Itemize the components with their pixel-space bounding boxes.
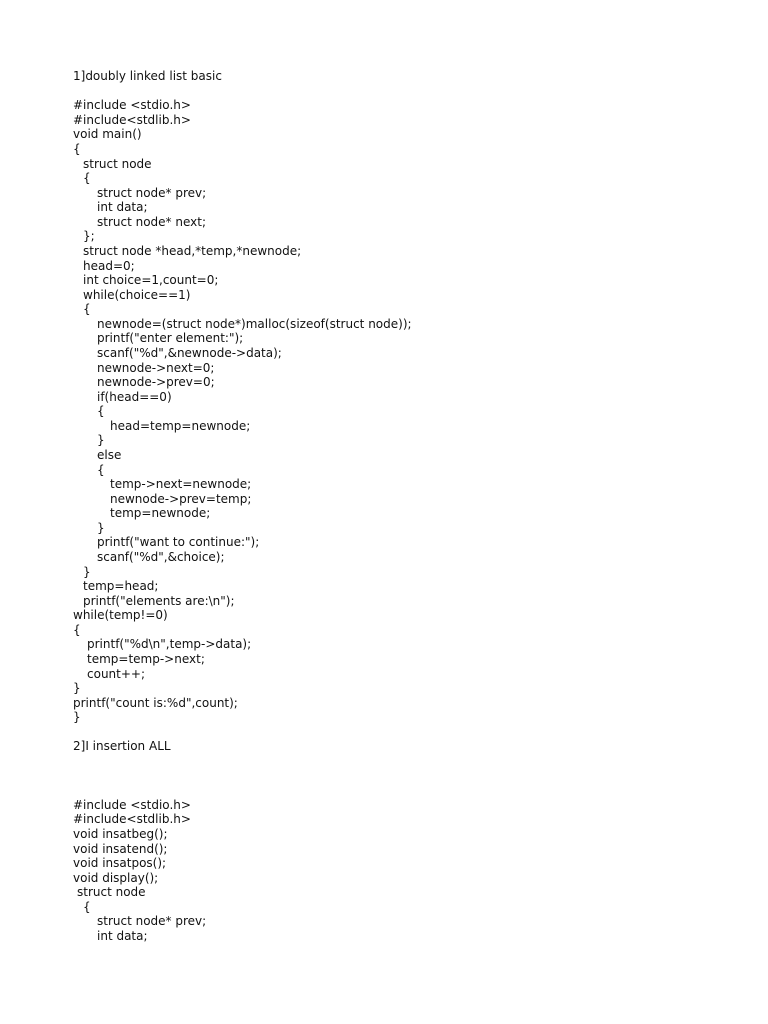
code-line: #include<stdlib.h> [73, 113, 191, 127]
code-line: { [97, 404, 105, 418]
code-line: printf("want to continue:"); [97, 535, 260, 549]
code-line: void main() [73, 127, 142, 141]
code-line: void insatpos(); [73, 856, 167, 870]
code-line: while(choice==1) [83, 288, 191, 302]
code-line: { [83, 171, 91, 185]
code-line: newnode->prev=0; [97, 375, 215, 389]
code-line: { [73, 623, 81, 637]
code-line: newnode->prev=temp; [110, 492, 252, 506]
section1-heading: 1]doubly linked list basic [73, 69, 222, 83]
code-line: temp->next=newnode; [110, 477, 252, 491]
code-line: } [97, 433, 105, 447]
code-line: newnode=(struct node*)malloc(sizeof(struct node)); [97, 317, 412, 331]
code-line: } [73, 681, 81, 695]
code-line: temp=head; [83, 579, 159, 593]
code-line: scanf("%d",&choice); [97, 550, 225, 564]
code-line: temp=temp->next; [87, 652, 205, 666]
code-line: #include<stdlib.h> [73, 812, 191, 826]
code-line: struct node [83, 157, 152, 171]
code-line: struct node* prev; [97, 914, 207, 928]
code-line: count++; [87, 667, 146, 681]
code-line: else [97, 448, 122, 462]
code-line: int data; [97, 929, 148, 943]
code-line: } [83, 565, 91, 579]
code-line: #include <stdio.h> [73, 98, 191, 112]
code-line: struct node [77, 885, 146, 899]
code-line: printf("%d\n",temp->data); [87, 637, 252, 651]
code-line: newnode->next=0; [97, 361, 215, 375]
code-line: void insatend(); [73, 842, 168, 856]
code-line: int choice=1,count=0; [83, 273, 219, 287]
code-line: printf("count is:%d",count); [73, 696, 238, 710]
code-line: printf("enter element:"); [97, 331, 244, 345]
code-line: while(temp!=0) [73, 608, 168, 622]
code-line: printf("elements are:\n"); [83, 594, 235, 608]
code-line: struct node* prev; [97, 186, 207, 200]
code-line: } [97, 521, 105, 535]
code-line: void insatbeg(); [73, 827, 168, 841]
code-line: scanf("%d",&newnode->data); [97, 346, 282, 360]
code-line: } [73, 710, 81, 724]
code-line: }; [83, 229, 95, 243]
code-line: { [83, 302, 91, 316]
section2-heading: 2]I insertion ALL [73, 739, 171, 753]
code-line: void display(); [73, 871, 159, 885]
code-line: head=0; [83, 259, 135, 273]
code-line: struct node* next; [97, 215, 207, 229]
code-line: struct node *head,*temp,*newnode; [83, 244, 302, 258]
code-line: int data; [97, 200, 148, 214]
code-line: { [73, 142, 81, 156]
code-line: head=temp=newnode; [110, 419, 251, 433]
code-line: if(head==0) [97, 390, 172, 404]
code-line: { [97, 463, 105, 477]
code-line: #include <stdio.h> [73, 798, 191, 812]
code-line: { [83, 900, 91, 914]
code-line: temp=newnode; [110, 506, 211, 520]
